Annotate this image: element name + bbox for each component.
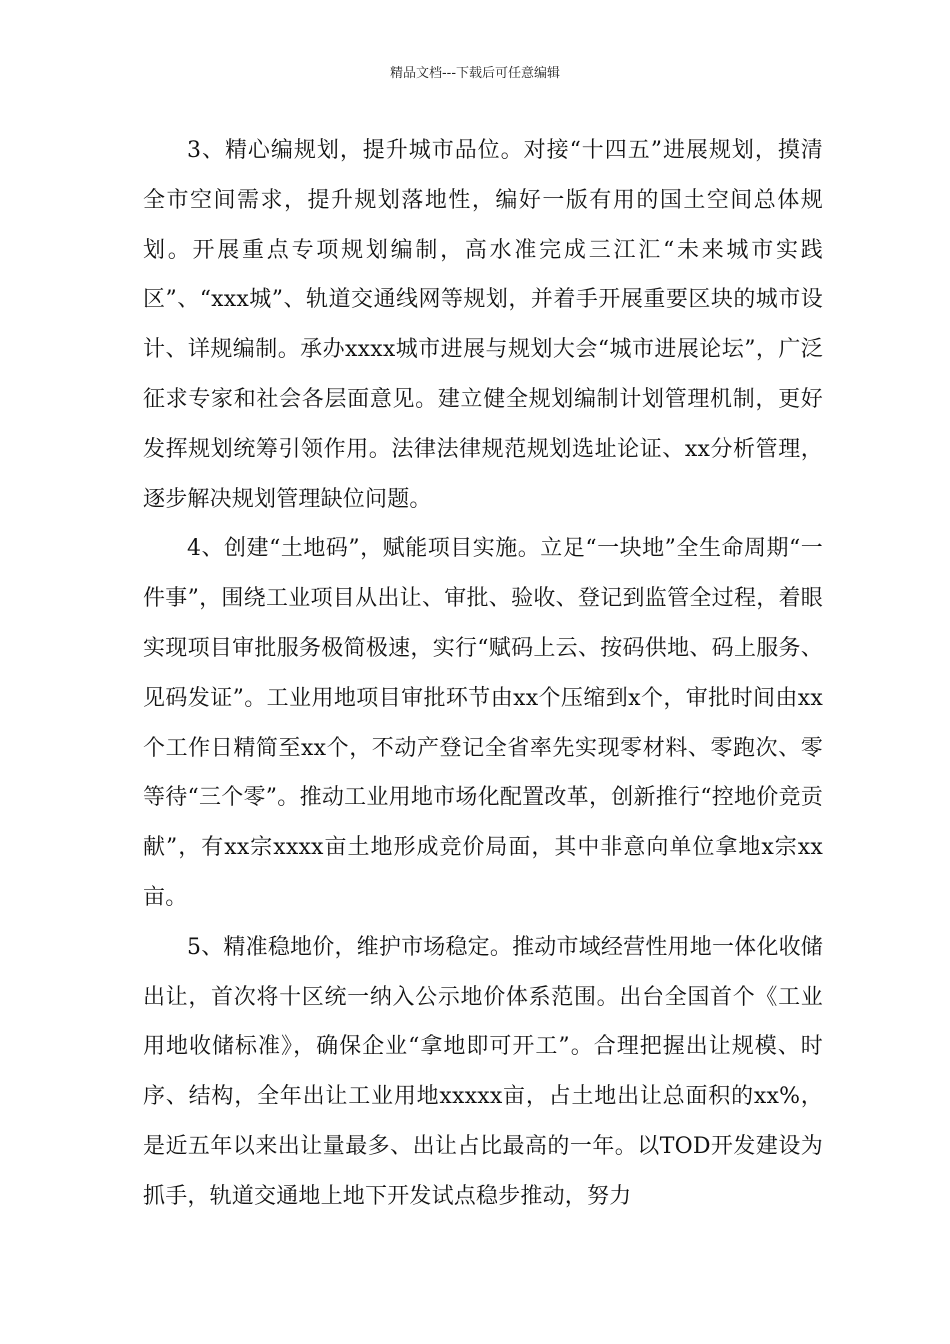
paragraph-3: 3、精心编规划，提升城市品位。对接“十四五”进展规划，摸清全市空间需求，提升规划落地性，编好一版有用的国土空间总体规划。开展重点专项规划编制，高水准完成三江汇“未来城市实践区”、“xxx城”、轨道交通线网等规划，并着手开展重要区块的城市设计、详规编制。承办xxxx城市进展与规划大会“城市进展论坛”，广泛征求专家和社会各层面意见。建立健全规划编制计划管理机制，更好发挥规划统筹引领作用。法律法律规范规划选址论证、xx分析管理，逐步解决规划管理缺位问题。	[143, 138, 823, 512]
document-body	[143, 126, 823, 1222]
paragraph-5: 5、精准稳地价，维护市场稳定。推动市域经营性用地一体化收储出让，首次将十区统一纳入公示地价体系范围。出台全国首个《工业用地收储标准》，确保企业“拿地即可开工”。合理把握出让规模、时序、结构，全年出让工业用地xxxxx亩，占土地出让总面积的xx%，是近五年以来出让量最多、出让占比最高的一年。以TOD开发建设为抓手，轨道交通地上地下开发试点稳步推动，努力	[143, 934, 823, 1209]
page-header: 精品文档---下载后可任意编辑	[389, 66, 561, 81]
paragraph-4: 4、创建“土地码”，赋能项目实施。立足“一块地”全生命周期“一件事”，围绕工业项目从出让、审批、验收、登记到监管全过程，着眼实现项目审批服务极简极速，实行“赋码上云、按码供地、码上服务、见码发证”。工业用地项目审批环节由xx个压缩到x个，审批时间由xx个工作日精简至xx个，不动产登记全省率先实现零材料、零跑次、零等待“三个零”。推动工业用地市场化配置改革，创新推行“控地价竞贡献”，有xx宗xxxx亩土地形成竞价局面，其中非意向单位拿地x宗xx亩。	[143, 536, 823, 910]
